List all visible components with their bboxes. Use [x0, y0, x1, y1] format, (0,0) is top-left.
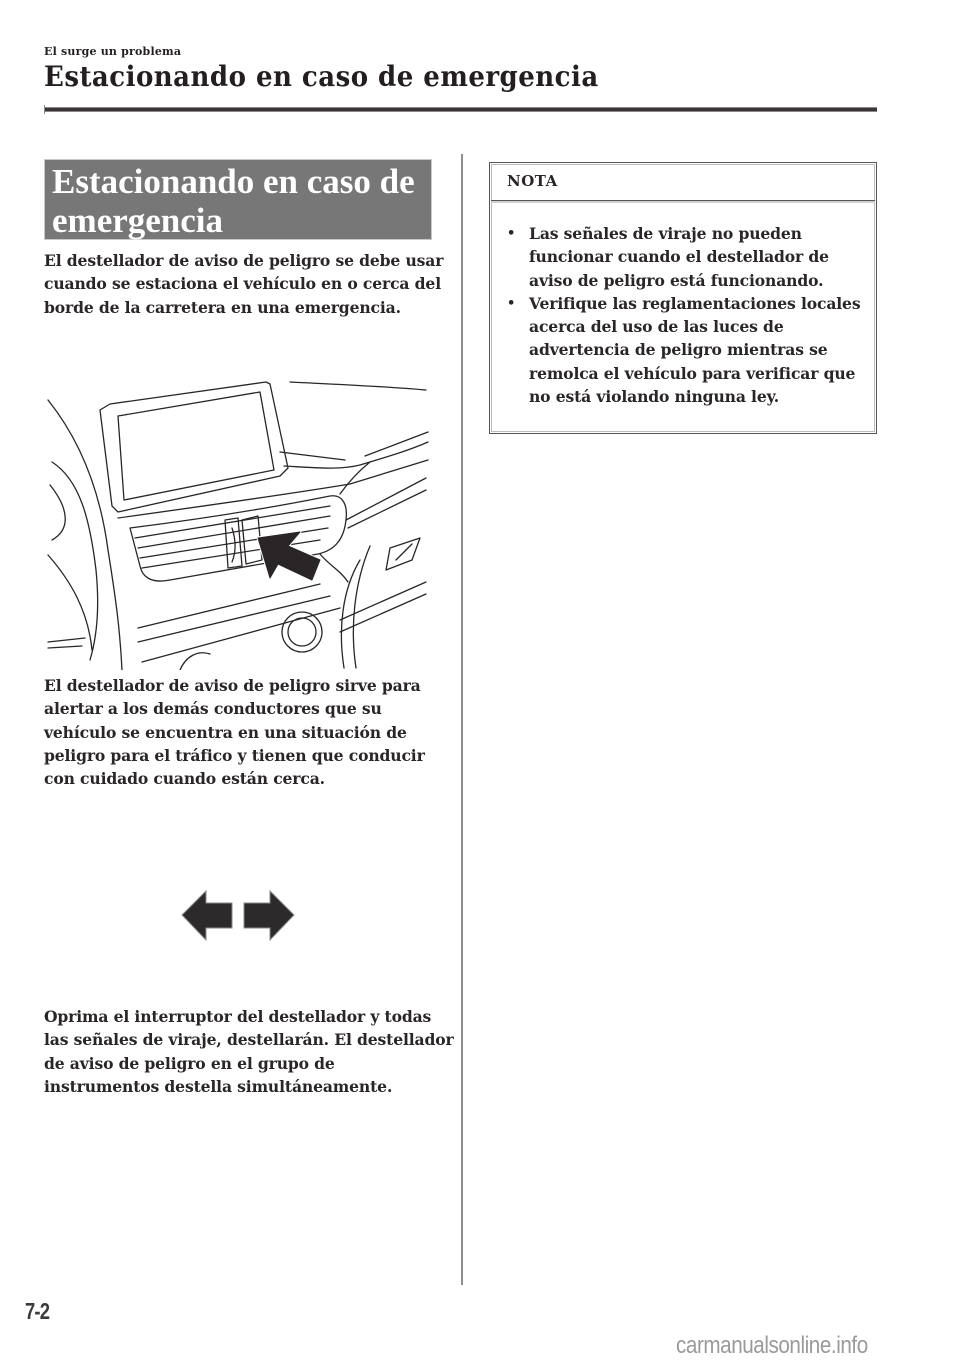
- operation-paragraph: Oprima el interruptor del destellador y todas las señales de viraje, destellarán. El destellador de aviso de peligro en el grupo de instrumentos destella simultáneamente.: [44, 1007, 454, 1096]
- note-item-text: Las señales de viraje no pueden funcionar cuando el destellador de aviso de peligro está funcionando.: [529, 224, 829, 290]
- intro-paragraph: El destellador de aviso de peligro se debe usar cuando se estaciona el vehículo en o cerca del borde de la carretera en una emergencia.: [44, 251, 444, 317]
- note-list: [505, 222, 873, 408]
- hazard-switch-dashboard-illustration: [30, 370, 450, 670]
- note-label: NOTA: [507, 172, 558, 190]
- bullet-icon: •: [507, 295, 516, 311]
- page-title: Estacionando en caso de emergencia: [44, 60, 599, 93]
- turn-signal-arrows-icon: [180, 888, 296, 942]
- header-rule-cap: [44, 105, 45, 114]
- bullet-icon: •: [507, 226, 516, 241]
- column-divider: [461, 154, 463, 1285]
- note-item: [505, 222, 873, 292]
- chapter-kicker: El surge un problema: [44, 45, 182, 58]
- note-item: [505, 292, 873, 408]
- purpose-paragraph: El destellador de aviso de peligro sirve para alertar a los demás conductores que su vehículo se encuentra en una situación de peligro para el tráfico y tienen que conducir con cuidado cuando están cerca.: [44, 676, 425, 789]
- header-rule: [44, 107, 877, 112]
- section-heading: Estacionando en caso de emergencia: [52, 162, 415, 240]
- note-item-text: Verifique las reglamentaciones locales acerca del uso de las luces de advertencia de peligro mientras se remolca el vehículo para verificar que no está violando ninguna ley.: [529, 293, 861, 407]
- note-header-separator: [491, 200, 875, 203]
- page-number: 7-2: [25, 1298, 50, 1324]
- watermark-link[interactable]: carmanualsonline.info: [676, 1332, 868, 1359]
